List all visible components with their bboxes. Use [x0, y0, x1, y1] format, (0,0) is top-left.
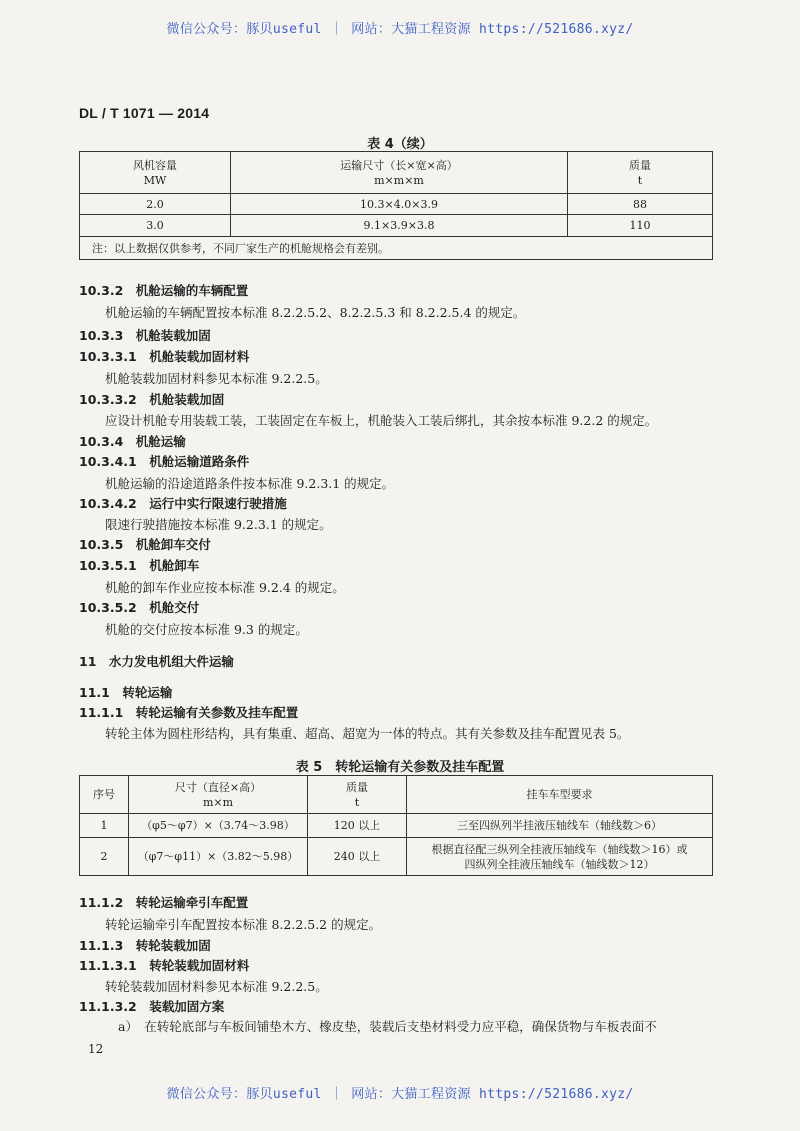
- table4-header-size: 运输尺寸（长×宽×高） m×m×m: [231, 152, 568, 194]
- table5-cell: 120 以上: [308, 814, 407, 838]
- paragraph: 转轮装载加固材料参见本标准 9.2.2.5。: [105, 979, 328, 994]
- table5-header-no: 序号: [80, 776, 129, 814]
- table5-header-size: 尺寸（直径×高） m×m: [129, 776, 308, 814]
- paragraph: 机舱运输的车辆配置按本标准 8.2.2.5.2、8.2.2.5.3 和 8.2.2.5.4 的规定。: [105, 305, 526, 320]
- table4-cell: 10.3×4.0×3.9: [231, 194, 568, 215]
- watermark-bottom: 微信公众号：豚贝useful ｜ 网站：大猫工程资源 https://521686.xyz/: [166, 1087, 634, 1102]
- table5-caption: 表 5 转轮运输有关参数及挂车配置: [295, 760, 505, 775]
- table4-caption: 表 4（续）: [367, 137, 433, 152]
- table-row: [80, 215, 713, 237]
- heading-10-3-4: 10.3.4 机舱运输: [79, 434, 186, 449]
- table4-cell: 88: [568, 194, 713, 215]
- heading-10-3-4-2: 10.3.4.2 运行中实行限速行驶措施: [79, 496, 287, 511]
- table4-header-row: [80, 152, 713, 194]
- table5-header-row: [80, 776, 713, 814]
- heading-11-1-1: 11.1.1 转轮运输有关参数及挂车配置: [79, 705, 299, 720]
- table-row: [80, 838, 713, 876]
- paragraph: 限速行驶措施按本标准 9.2.3.1 的规定。: [105, 517, 332, 532]
- heading-11-1: 11.1 转轮运输: [79, 685, 173, 700]
- heading-11-1-3-1: 11.1.3.1 转轮装载加固材料: [79, 958, 250, 973]
- heading-10-3-5-1: 10.3.5.1 机舱卸车: [79, 558, 200, 573]
- paragraph: 转轮运输牵引车配置按本标准 8.2.2.5.2 的规定。: [105, 917, 382, 932]
- heading-11-1-3: 11.1.3 转轮装载加固: [79, 938, 211, 953]
- heading-10-3-3-2: 10.3.3.2 机舱装载加固: [79, 392, 225, 407]
- heading-10-3-3-1: 10.3.3.1 机舱装载加固材料: [79, 349, 250, 364]
- table4-cell: 9.1×3.9×3.8: [231, 215, 568, 237]
- table5-cell: 根据直径配三纵列全挂液压轴线车（轴线数＞16）或 四纵列全挂液压轴线车（轴线数＞12）: [407, 838, 713, 876]
- table4-cell: 110: [568, 215, 713, 237]
- table4: [79, 151, 713, 260]
- table4-cell: 3.0: [80, 215, 231, 237]
- page-number: 12: [88, 1042, 104, 1056]
- heading-10-3-5-2: 10.3.5.2 机舱交付: [79, 600, 200, 615]
- table4-note-row: [80, 237, 713, 260]
- paragraph: 机舱装载加固材料参见本标准 9.2.2.5。: [105, 371, 328, 386]
- paragraph: 机舱运输的沿途道路条件按本标准 9.2.3.1 的规定。: [105, 476, 395, 491]
- table4-header-mass: 质量 t: [568, 152, 713, 194]
- table5-header-mass: 质量 t: [308, 776, 407, 814]
- list-item: a） 在转轮底部与车板间铺垫木方、橡皮垫，装载后支垫材料受力应平稳，确保货物与车板表面不: [118, 1019, 657, 1034]
- table5-cell: 240 以上: [308, 838, 407, 876]
- table5-header-trailer: 挂车车型要求: [407, 776, 713, 814]
- heading-11-1-3-2: 11.1.3.2 装载加固方案: [79, 999, 225, 1014]
- watermark-top: 微信公众号：豚贝useful ｜ 网站：大猫工程资源 https://521686.xyz/: [166, 22, 634, 37]
- paragraph: 转轮主体为圆柱形结构，具有集重、超高、超宽为一体的特点。其有关参数及挂车配置见表 5。: [105, 726, 630, 741]
- table5: [79, 775, 713, 876]
- table4-header-capacity: 风机容量 MW: [80, 152, 231, 194]
- heading-10-3-5: 10.3.5 机舱卸车交付: [79, 537, 211, 552]
- paragraph: 机舱的交付应按本标准 9.3 的规定。: [105, 622, 308, 637]
- table5-cell: （φ7～φ11）×（3.82～5.98）: [129, 838, 308, 876]
- table5-cell: （φ5～φ7）×（3.74～3.98）: [129, 814, 308, 838]
- standard-number: DL / T 1071 — 2014: [79, 105, 210, 121]
- table5-cell: 1: [80, 814, 129, 838]
- table-row: [80, 194, 713, 215]
- heading-11-1-2: 11.1.2 转轮运输牵引车配置: [79, 895, 249, 910]
- heading-10-3-3: 10.3.3 机舱装载加固: [79, 328, 211, 343]
- table5-cell: 2: [80, 838, 129, 876]
- table4-note: 注：以上数据仅供参考，不同厂家生产的机舱规格会有差别。: [80, 237, 713, 260]
- table-row: [80, 814, 713, 838]
- heading-11: 11 水力发电机组大件运输: [79, 654, 234, 669]
- table5-cell: 三至四纵列半挂液压轴线车（轴线数＞6）: [407, 814, 713, 838]
- heading-10-3-2: 10.3.2 机舱运输的车辆配置: [79, 283, 249, 298]
- heading-10-3-4-1: 10.3.4.1 机舱运输道路条件: [79, 454, 250, 469]
- paragraph: 应设计机舱专用装载工装，工装固定在车板上，机舱装入工装后绑扎，其余按本标准 9.2.2 的规定。: [105, 413, 658, 428]
- paragraph: 机舱的卸车作业应按本标准 9.2.4 的规定。: [105, 580, 345, 595]
- table4-cell: 2.0: [80, 194, 231, 215]
